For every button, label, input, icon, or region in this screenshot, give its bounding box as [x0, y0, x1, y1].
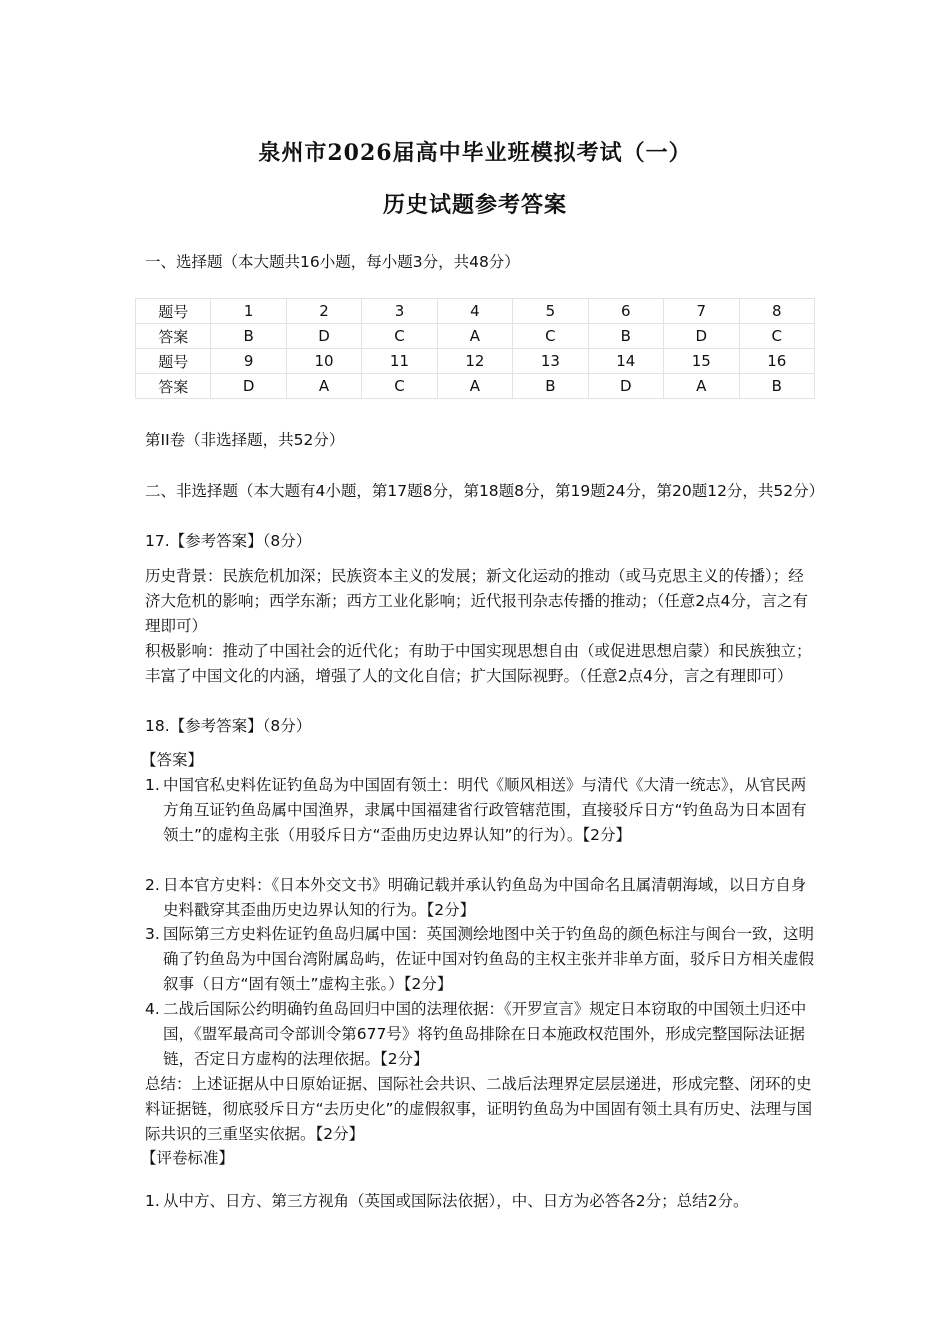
answer-table-cell: A	[437, 374, 512, 399]
q18-item-number: 1.	[145, 776, 160, 794]
answer-table-cell: C	[362, 374, 437, 399]
page-title: 泉州市2026届高中毕业班模拟考试（一）	[258, 140, 692, 166]
answer-table-cell: B	[211, 324, 286, 349]
answer-table-cell: 12	[437, 349, 512, 374]
answer-table-cell: C	[513, 324, 588, 349]
section1-heading: 一、选择题（本大题共16小题，每小题3分，共48分）	[145, 253, 520, 271]
answer-table-cell: 10	[286, 349, 361, 374]
answer-table-cell: 14	[588, 349, 663, 374]
answer-table-cell: 16	[739, 349, 815, 374]
answer-table-cell: C	[739, 324, 815, 349]
answer-table-row-header: 答案	[136, 374, 211, 399]
answer-table-cell: 6	[588, 299, 663, 324]
answer-table-row-header: 题号	[136, 299, 211, 324]
answer-table-cell: C	[362, 324, 437, 349]
q18-item-1	[145, 773, 817, 848]
q18-item-3	[145, 922, 817, 997]
answer-table-cell: 9	[211, 349, 286, 374]
answer-table-cell: 5	[513, 299, 588, 324]
answer-table-cell: D	[664, 324, 739, 349]
answer-table-row-header: 题号	[136, 349, 211, 374]
answer-table-row-header: 答案	[136, 324, 211, 349]
q18-item-text: 日本官方史料：《日本外交文书》明确记载并承认钓鱼岛为中国命名且属清朝海域，以日方自身史料戳穿其歪曲历史边界认知的行为。【2分】	[163, 876, 807, 919]
answer-table-cell: B	[513, 374, 588, 399]
answer-table-cell: B	[739, 374, 815, 399]
answer-table-row	[136, 299, 815, 324]
q18-item-number: 4.	[145, 1000, 160, 1018]
answer-table-cell: 1	[211, 299, 286, 324]
q18-criteria-text: 从中方、日方、第三方视角（英国或国际法依据），中、日方为必答各2分；总结2分。	[163, 1192, 749, 1210]
q18-item-text: 国际第三方史料佐证钓鱼岛归属中国：英国测绘地图中关于钓鱼岛的颜色标注与闽台一致，这明确了钓鱼岛为中国台湾附属岛屿，佐证中国对钓鱼岛的主权主张并非单方面，驳斥日方相关虚假叙事（日方“固有领土”虚构主张。）【2分】	[163, 925, 815, 993]
q18-item-number: 3.	[145, 925, 160, 943]
answer-table-row	[136, 374, 815, 399]
answer-table-cell: A	[664, 374, 739, 399]
q17-impact: 积极影响：推动了中国社会的近代化；有助于中国实现思想自由（或促进思想启蒙）和民族独立；丰富了中国文化的内涵，增强了人的文化自信；扩大国际视野。（任意2点4分，言之有理即可）	[145, 642, 812, 685]
answer-table-cell: D	[286, 324, 361, 349]
q17-label: 17.【参考答案】（8分）	[145, 532, 312, 550]
answer-table	[135, 298, 815, 399]
q18-answer-tag: 【答案】	[141, 751, 204, 769]
q18-item-text: 中国官私史料佐证钓鱼岛为中国固有领土：明代《顺风相送》与清代《大清一统志》，从官民两方角互证钓鱼岛属中国渔界，隶属中国福建省行政管辖范围，直接驳斥日方“钓鱼岛为日本固有领土”的虚构主张（用驳斥日方“歪曲历史边界认知”的行为）。【2分】	[163, 776, 807, 844]
section2-heading: 二、非选择题（本大题有4小题，第17题8分，第18题8分，第19题24分，第20题12分，共52分）	[145, 482, 825, 500]
q18-criteria-item-1	[145, 1189, 817, 1214]
q18-item-4	[145, 997, 817, 1072]
q18-item-number: 2.	[145, 876, 160, 894]
answer-table-cell: A	[286, 374, 361, 399]
answer-table-cell: 13	[513, 349, 588, 374]
answer-table-row	[136, 349, 815, 374]
q18-summary: 总结：上述证据从中日原始证据、国际社会共识、二战后法理界定层层递进，形成完整、闭环的史料证据链，彻底驳斥日方“去历史化”的虚假叙事，证明钓鱼岛为中国固有领土具有历史、法理与国际共识的三重坚实依据。【2分】	[145, 1075, 813, 1143]
answer-table-cell: 7	[664, 299, 739, 324]
answer-table-cell: D	[211, 374, 286, 399]
page-subtitle: 历史试题参考答案	[382, 192, 567, 218]
q18-criteria-tag: 【评卷标准】	[141, 1149, 235, 1167]
answer-table-cell: D	[588, 374, 663, 399]
answer-table-cell: 3	[362, 299, 437, 324]
answer-table-cell: A	[437, 324, 512, 349]
q18-item-text: 二战后国际公约明确钓鱼岛回归中国的法理依据：《开罗宣言》规定日本窃取的中国领土归还中国，《盟军最高司令部训令第677号》将钓鱼岛排除在日本施政权范围外，形成完整国际法证据链，否定日方虚构的法理依据。【2分】	[163, 1000, 807, 1068]
q18-criteria-number: 1.	[145, 1192, 160, 1210]
volume-heading: 第II卷（非选择题，共52分）	[145, 431, 345, 449]
answer-table-cell: 15	[664, 349, 739, 374]
answer-table-cell: 11	[362, 349, 437, 374]
answer-table-cell: 2	[286, 299, 361, 324]
answer-table-cell: 4	[437, 299, 512, 324]
answer-table-cell: 8	[739, 299, 815, 324]
q18-label: 18.【参考答案】（8分）	[145, 717, 312, 735]
answer-table-cell: B	[588, 324, 663, 349]
q17-background: 历史背景：民族危机加深；民族资本主义的发展；新文化运动的推动（或马克思主义的传播）；经济大危机的影响；西学东渐；西方工业化影响；近代报刊杂志传播的推动；（任意2点4分，言之有理即可）	[145, 567, 808, 635]
q18-item-2	[145, 873, 817, 923]
answer-table-row	[136, 324, 815, 349]
